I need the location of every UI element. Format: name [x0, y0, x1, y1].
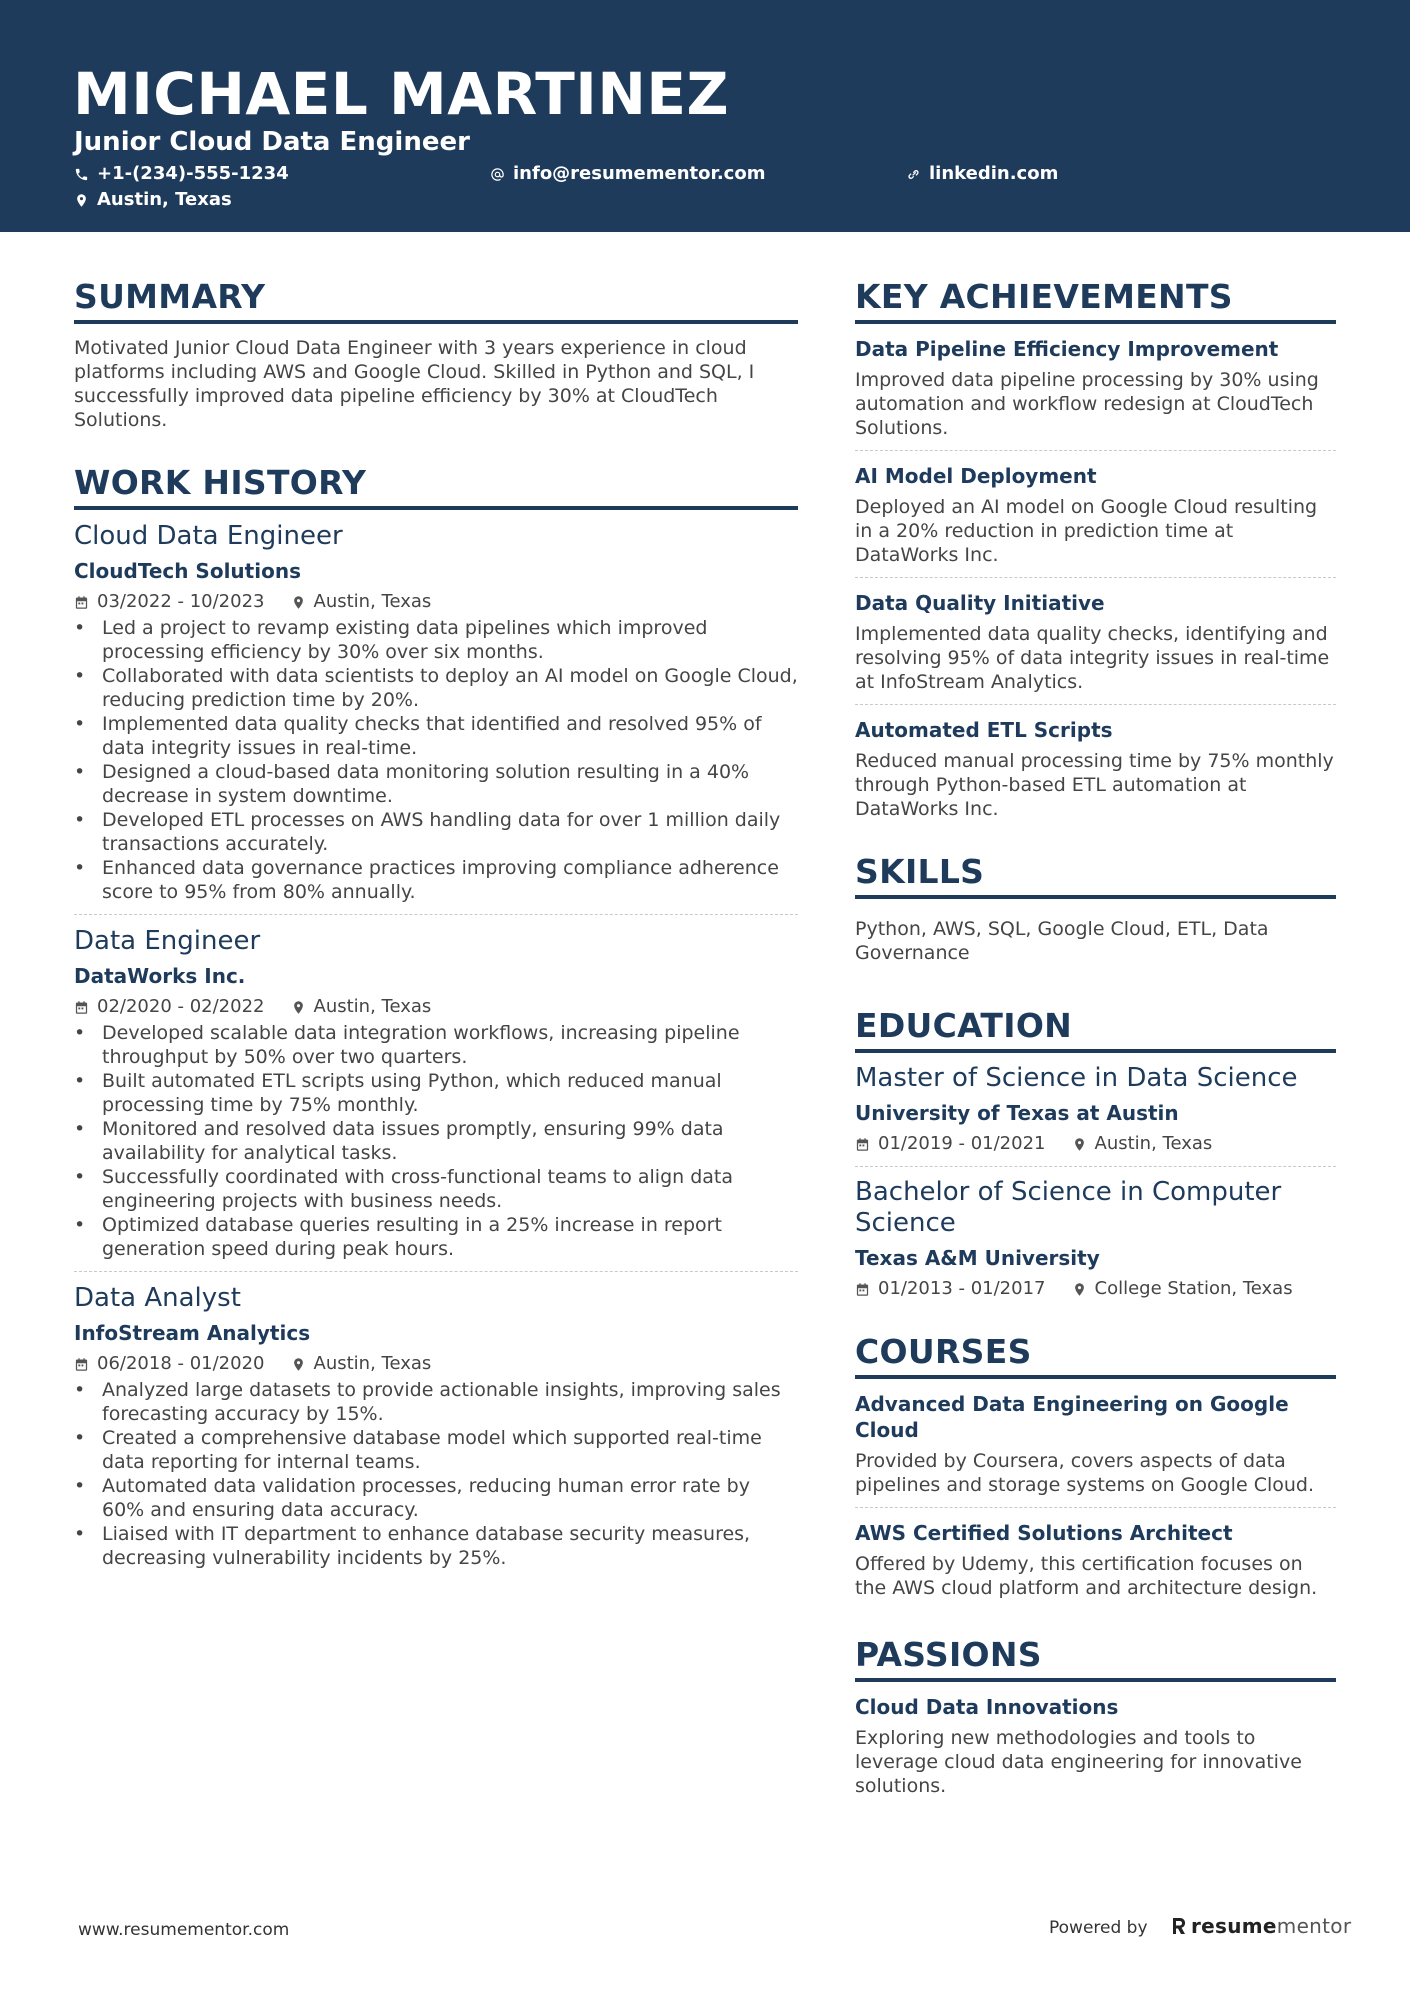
job-entry [74, 520, 798, 904]
skills-section [855, 851, 1336, 965]
divider [855, 704, 1336, 705]
job-bullets [74, 1378, 798, 1570]
candidate-title: Junior Cloud Data Engineer [74, 127, 470, 157]
calendar-icon [855, 1282, 870, 1297]
job-bullet: • Optimized database queries resulting in a 25% increase in report generation speed during peak hours. [102, 1213, 798, 1261]
degree-title: Master of Science in Data Science [855, 1063, 1298, 1093]
job-title: Data Engineer [74, 926, 261, 956]
divider [855, 1166, 1336, 1167]
map-pin-icon [291, 1357, 306, 1372]
school-name: University of Texas at Austin [855, 1101, 1179, 1125]
achievements-section [855, 276, 1336, 821]
map-pin-icon [291, 1000, 306, 1015]
passion-text: Exploring new methodologies and tools to leverage cloud data engineering for innovative solutions. [855, 1727, 1302, 1797]
phone-text: +1-(234)-555-1234 [97, 163, 289, 184]
link-icon [906, 167, 921, 182]
education-dates: 01/2019 - 01/2021 [878, 1133, 1046, 1154]
divider [855, 450, 1336, 451]
courses-heading: COURSES [855, 1331, 1336, 1379]
achievement-text: Improved data pipeline processing by 30% using automation and workflow redesign at CloudTech Solutions. [855, 369, 1319, 439]
work-history-section [74, 462, 798, 1570]
job-title: Cloud Data Engineer [74, 521, 343, 551]
education-item [855, 1063, 1336, 1156]
job-location: Austin, Texas [313, 591, 432, 612]
skills-text: Python, AWS, SQL, Google Cloud, ETL, Data Governance [855, 918, 1269, 964]
education-location: College Station, Texas [1094, 1278, 1293, 1299]
achievements-heading: KEY ACHIEVEMENTS [855, 276, 1336, 324]
job-bullet: • Led a project to revamp existing data pipelines which improved processing efficiency by 30% over six months. [102, 616, 798, 664]
education-heading: EDUCATION [855, 1005, 1336, 1053]
summary-text: Motivated Junior Cloud Data Engineer with 3 years experience in cloud platforms including AWS and Google Cloud. Skilled in Python and SQL, I successfully improved data pipeline efficiency by 30% at CloudTech Solutions. [74, 337, 755, 431]
course-item [855, 1520, 1336, 1600]
job-location: Austin, Texas [313, 1353, 432, 1374]
job-bullets [74, 1021, 798, 1261]
calendar-icon [74, 595, 89, 610]
skills-heading: SKILLS [855, 851, 1336, 899]
map-pin-icon [291, 595, 306, 610]
location-text: Austin, Texas [97, 189, 232, 210]
achievement-text: Reduced manual processing time by 75% monthly through Python-based ETL automation at DataWorks Inc. [855, 750, 1334, 820]
job-bullet: • Created a comprehensive database model which supported real-time data reporting for internal teams. [102, 1426, 798, 1474]
candidate-name: MICHAEL MARTINEZ [73, 60, 730, 128]
company-name: InfoStream Analytics [74, 1321, 311, 1345]
achievement-item [855, 590, 1336, 694]
contact-phone[interactable] [74, 163, 289, 185]
at-sign-icon [490, 167, 505, 182]
divider [74, 914, 798, 915]
achievement-title: Data Pipeline Efficiency Improvement [855, 337, 1279, 361]
achievement-title: Data Quality Initiative [855, 591, 1105, 615]
job-bullet: • Collaborated with data scientists to deploy an AI model on Google Cloud, reducing prediction time by 20%. [102, 664, 798, 712]
contact-linkedin[interactable] [906, 163, 1058, 185]
map-pin-icon [74, 193, 89, 208]
job-bullet: • Built automated ETL scripts using Python, which reduced manual processing time by 75% monthly. [102, 1069, 798, 1117]
job-bullet: • Analyzed large datasets to provide actionable insights, improving sales forecasting accuracy by 15%. [102, 1378, 798, 1426]
job-bullet: • Liaised with IT department to enhance database security measures, decreasing vulnerability incidents by 25%. [102, 1522, 798, 1570]
linkedin-text: linkedin.com [929, 163, 1059, 184]
company-name: CloudTech Solutions [74, 559, 301, 583]
job-title: Data Analyst [74, 1283, 241, 1313]
brand-name-strong: resume [1191, 1914, 1277, 1938]
right-column [855, 276, 1336, 1798]
job-dates: 03/2022 - 10/2023 [97, 591, 265, 612]
calendar-icon [855, 1137, 870, 1152]
job-meta [74, 995, 798, 1019]
divider [855, 577, 1336, 578]
course-title: Advanced Data Engineering on Google Cloud [855, 1392, 1289, 1442]
achievement-text: Implemented data quality checks, identifying and resolving 95% of data integrity issues in real-time at InfoStream Analytics. [855, 623, 1330, 693]
school-name: Texas A&M University [855, 1246, 1100, 1270]
calendar-icon [74, 1000, 89, 1015]
map-pin-icon [1072, 1137, 1087, 1152]
job-bullet: • Developed ETL processes on AWS handling data for over 1 million daily transactions accurately. [102, 808, 798, 856]
calendar-icon [74, 1357, 89, 1372]
job-bullet: • Automated data validation processes, reducing human error rate by 60% and ensuring data accuracy. [102, 1474, 798, 1522]
courses-section [855, 1331, 1336, 1600]
footer-powered-by: Powered by [1049, 1918, 1148, 1938]
passions-section [855, 1634, 1336, 1798]
divider [74, 1271, 798, 1272]
achievement-title: Automated ETL Scripts [855, 718, 1113, 742]
course-text: Provided by Coursera, covers aspects of data pipelines and storage systems on Google Cloud. [855, 1450, 1315, 1496]
education-item [855, 1177, 1336, 1301]
education-meta [855, 1132, 1336, 1156]
course-text: Offered by Udemy, this certification focuses on the AWS cloud platform and architecture design. [855, 1553, 1318, 1599]
company-name: DataWorks Inc. [74, 964, 246, 988]
job-bullet: • Enhanced data governance practices improving compliance adherence score to 95% from 80% annually. [102, 856, 798, 904]
divider [855, 1507, 1336, 1508]
achievement-text: Deployed an AI model on Google Cloud resulting in a 20% reduction in prediction time at DataWorks Inc. [855, 496, 1318, 566]
course-item [855, 1391, 1336, 1497]
job-bullets [74, 616, 798, 904]
job-dates: 02/2020 - 02/2022 [97, 996, 265, 1017]
education-dates: 01/2013 - 01/2017 [878, 1278, 1046, 1299]
contact-email[interactable] [490, 163, 765, 185]
job-bullet: • Monitored and resolved data issues promptly, ensuring 99% data availability for analytical tasks. [102, 1117, 798, 1165]
map-pin-icon [1072, 1282, 1087, 1297]
phone-icon [74, 167, 89, 182]
summary-heading: SUMMARY [74, 276, 798, 324]
job-bullet: • Developed scalable data integration workflows, increasing pipeline throughput by 50% over two quarters. [102, 1021, 798, 1069]
degree-title: Bachelor of Science in Computer Science [855, 1177, 1282, 1238]
achievement-title: AI Model Deployment [855, 464, 1097, 488]
passions-heading: PASSIONS [855, 1634, 1336, 1682]
left-column [74, 276, 798, 1570]
job-entry [74, 925, 798, 1261]
job-meta [74, 1352, 798, 1376]
job-bullet: • Successfully coordinated with cross-functional teams to align data engineering projects with business needs. [102, 1165, 798, 1213]
footer-website[interactable]: www.resumementor.com [78, 1920, 290, 1940]
contact-location [74, 189, 232, 211]
summary-section [74, 276, 798, 432]
education-meta [855, 1277, 1336, 1301]
achievement-item [855, 463, 1336, 567]
job-dates: 06/2018 - 01/2020 [97, 1353, 265, 1374]
achievement-item [855, 336, 1336, 440]
job-entry [74, 1282, 798, 1570]
job-bullet: • Implemented data quality checks that identified and resolved 95% of data integrity issues in real-time. [102, 712, 798, 760]
resume-header [0, 0, 1410, 232]
passion-item [855, 1694, 1336, 1798]
passion-title: Cloud Data Innovations [855, 1695, 1119, 1719]
course-title: AWS Certified Solutions Architect [855, 1521, 1233, 1545]
job-bullet: • Designed a cloud-based data monitoring solution resulting in a 40% decrease in system downtime. [102, 760, 798, 808]
work-history-heading: WORK HISTORY [74, 462, 798, 510]
email-text: info@resumementor.com [513, 163, 766, 184]
achievement-item [855, 717, 1336, 821]
brand-logo-icon [1171, 1916, 1187, 1936]
education-section [855, 1005, 1336, 1301]
brand-name-light: mentor [1276, 1914, 1352, 1938]
footer-brand-logo[interactable] [1171, 1914, 1351, 1938]
job-location: Austin, Texas [313, 996, 432, 1017]
education-location: Austin, Texas [1094, 1133, 1213, 1154]
job-meta [74, 590, 798, 614]
